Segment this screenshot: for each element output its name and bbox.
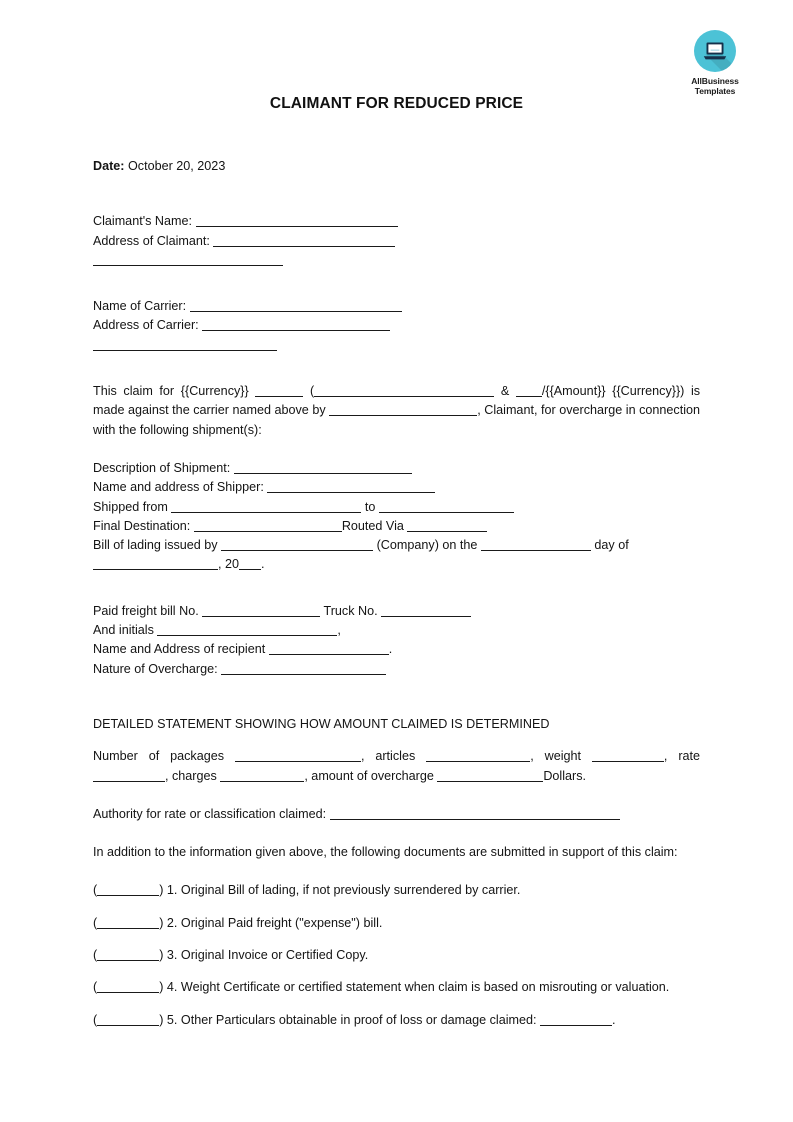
claimant-name-row — [93, 212, 700, 231]
articles-blank[interactable] — [426, 761, 530, 762]
date-line — [93, 157, 700, 176]
year-blank[interactable] — [239, 569, 261, 570]
shipper-blank[interactable] — [267, 492, 435, 493]
initials-blank[interactable] — [157, 635, 337, 636]
overcharge-blank[interactable] — [437, 781, 543, 782]
carrier-name-blank[interactable] — [190, 311, 402, 312]
shipment-block — [93, 459, 700, 575]
doc-3-number: 3. — [166, 948, 178, 963]
dollars-label: Dollars. — [543, 768, 587, 783]
checkbox-close: ) — [159, 915, 164, 930]
recipient-label: Name and Address of recipient — [93, 642, 266, 657]
year-period: . — [261, 557, 265, 572]
claimant-address-label: Address of Claimant: — [93, 233, 210, 248]
checkbox-close: ) — [159, 883, 164, 898]
claim-claimant-word: Claimant, — [484, 403, 538, 418]
day-blank[interactable] — [481, 550, 591, 551]
claim-paragraph — [93, 382, 700, 440]
authority-label: Authority for rate or classification claimed: — [93, 806, 327, 821]
paid-freight-label: Paid freight bill No. — [93, 603, 199, 618]
packages-blank[interactable] — [235, 761, 361, 762]
checkbox-open: ( — [93, 915, 98, 930]
company-label: (Company) on the — [376, 538, 478, 553]
shipment-description-blank[interactable] — [234, 473, 412, 474]
shipped-from-row — [93, 498, 700, 517]
shipment-description-label: Description of Shipment: — [93, 460, 231, 475]
routed-via-label: Routed Via — [341, 518, 404, 533]
doc-5-text: Other Particulars obtainable in proof of loss or damage claimed: — [180, 1012, 537, 1027]
shipment-description-row — [93, 459, 700, 478]
claim-amount-blank-2[interactable] — [314, 396, 494, 397]
checkbox-open: ( — [93, 980, 98, 995]
doc-1-number: 1. — [166, 883, 178, 898]
doc-2-number: 2. — [166, 915, 178, 930]
packages-label: Number of packages — [93, 749, 225, 764]
claimant-address-row — [93, 232, 700, 251]
doc-5-blank[interactable] — [540, 1025, 612, 1026]
doc-4-number: 4. — [166, 980, 178, 995]
final-destination-row — [93, 517, 700, 536]
initials-label: And initials — [93, 623, 154, 638]
claimant-signature-blank[interactable] — [329, 415, 477, 416]
claimant-name-label: Claimant's Name: — [93, 214, 192, 229]
bill-of-lading-blank[interactable] — [221, 550, 373, 551]
doc-4-text: Weight Certificate or certified statement when claim is based on misrouting or valuation. — [180, 980, 670, 995]
initials-row — [93, 621, 700, 640]
paid-freight-row — [93, 602, 700, 621]
carrier-address-blank[interactable] — [202, 330, 390, 331]
weight-blank[interactable] — [592, 761, 664, 762]
date-value: October 20, 2023 — [128, 159, 226, 173]
doc-1-text: Original Bill of lading, if not previously surrendered by carrier. — [180, 883, 521, 898]
claim-text-3: is made against the carrier named above by — [93, 384, 701, 418]
shipper-label: Name and address of Shipper: — [93, 480, 264, 495]
doc-3-text: Original Invoice or Certified Copy. — [180, 948, 369, 963]
doc-5-period: . — [612, 1012, 616, 1027]
claim-amount-blank-3[interactable] — [516, 396, 542, 397]
articles-label: , articles — [360, 749, 416, 764]
truck-no-label: Truck No. — [323, 603, 378, 618]
date-label: Date: — [93, 159, 125, 173]
list-item — [93, 978, 700, 997]
rate-blank[interactable] — [93, 781, 165, 782]
year-prefix: 20 — [225, 557, 240, 572]
recipient-period: . — [388, 642, 393, 657]
laptop-icon — [694, 30, 736, 72]
charges-label: , charges — [165, 768, 217, 783]
claimant-address-blank-2[interactable] — [93, 265, 283, 266]
currency-token-1: {{Currency}} — [180, 384, 249, 399]
checkbox-open: ( — [93, 1012, 98, 1027]
claimant-address-row-2 — [93, 251, 700, 270]
shipped-to-blank[interactable] — [379, 512, 514, 513]
initials-comma: , — [337, 623, 341, 638]
overcharge-label: , amount of overcharge — [304, 768, 434, 783]
doc-4-checkbox-blank[interactable] — [97, 992, 159, 993]
doc-5-checkbox-blank[interactable] — [97, 1025, 159, 1026]
carrier-name-label: Name of Carrier: — [93, 299, 187, 314]
day-of-label: day of — [594, 538, 629, 553]
doc-3-checkbox-blank[interactable] — [97, 960, 159, 961]
claimant-block — [93, 212, 700, 270]
claim-text-6: for overcharge in connection with the following shipment(s): — [93, 403, 701, 437]
paid-freight-blank[interactable] — [202, 616, 320, 617]
carrier-name-row — [93, 297, 700, 316]
document-body — [93, 0, 700, 1030]
page-title: CLAIMANT FOR REDUCED PRICE — [269, 95, 524, 112]
bill-of-lading-label: Bill of lading issued by — [93, 538, 218, 553]
carrier-address-row-2 — [93, 336, 700, 355]
list-item — [93, 914, 700, 933]
currency-token-2: {{Currency}}) — [612, 384, 685, 399]
weight-label: , weight — [530, 749, 581, 764]
truck-no-blank[interactable] — [381, 616, 471, 617]
claim-comma: , — [477, 403, 481, 418]
list-item — [93, 881, 700, 900]
final-destination-label: Final Destination: — [93, 518, 191, 533]
month-year-row — [93, 555, 700, 574]
list-item — [93, 1011, 700, 1030]
month-blank[interactable] — [93, 569, 218, 570]
nature-overcharge-row — [93, 660, 700, 679]
detailed-statement-heading: DETAILED STATEMENT SHOWING HOW AMOUNT CLAIMED IS DETERMINED — [93, 716, 550, 731]
amount-token: {{Amount}} — [545, 384, 606, 399]
claim-paren-open: ( — [309, 384, 315, 399]
charges-blank[interactable] — [220, 781, 304, 782]
claim-text-1: This claim for — [93, 384, 175, 399]
brand-line-2: Templates — [694, 86, 736, 96]
checkbox-open: ( — [93, 948, 98, 963]
claimant-name-blank[interactable] — [196, 226, 398, 227]
doc-5-number: 5. — [166, 1012, 178, 1027]
addition-paragraph-text: In addition to the information given above, the following documents are submitted in support of this claim: — [93, 845, 678, 860]
recipient-blank[interactable] — [269, 654, 389, 655]
claimant-address-blank[interactable] — [213, 246, 395, 247]
checkbox-close: ) — [159, 1012, 164, 1027]
detailed-statement-fields — [93, 747, 700, 786]
final-destination-blank[interactable] — [194, 531, 342, 532]
checkbox-open: ( — [93, 883, 98, 898]
claim-ampersand: & — [500, 384, 510, 399]
nature-overcharge-blank[interactable] — [221, 674, 386, 675]
brand-line-1: AllBusiness — [691, 76, 739, 86]
list-item — [93, 946, 700, 965]
doc-1-checkbox-blank[interactable] — [97, 895, 159, 896]
nature-overcharge-label: Nature of Overcharge: — [93, 661, 218, 676]
shipped-from-blank[interactable] — [171, 512, 361, 513]
shipped-from-label: Shipped from — [93, 499, 168, 514]
authority-row — [93, 805, 700, 824]
addition-paragraph — [93, 843, 700, 862]
doc-2-checkbox-blank[interactable] — [97, 928, 159, 929]
shipped-to-label: to — [364, 499, 376, 514]
carrier-address-label: Address of Carrier: — [93, 318, 199, 333]
claim-slash: / — [541, 384, 546, 399]
freight-block — [93, 602, 700, 679]
recipient-row — [93, 640, 700, 659]
authority-blank[interactable] — [330, 819, 620, 820]
doc-2-text: Original Paid freight ("expense") bill. — [180, 915, 383, 930]
bill-of-lading-row — [93, 536, 700, 555]
month-comma: , — [218, 557, 222, 572]
carrier-address-blank-2[interactable] — [93, 350, 277, 351]
carrier-address-row — [93, 316, 700, 335]
checkbox-close: ) — [159, 980, 164, 995]
routed-via-blank[interactable] — [407, 531, 487, 532]
shipper-row — [93, 478, 700, 497]
carrier-block — [93, 297, 700, 355]
rate-label: , rate — [663, 749, 701, 764]
checkbox-close: ) — [159, 948, 164, 963]
claim-amount-blank-1[interactable] — [255, 396, 303, 397]
